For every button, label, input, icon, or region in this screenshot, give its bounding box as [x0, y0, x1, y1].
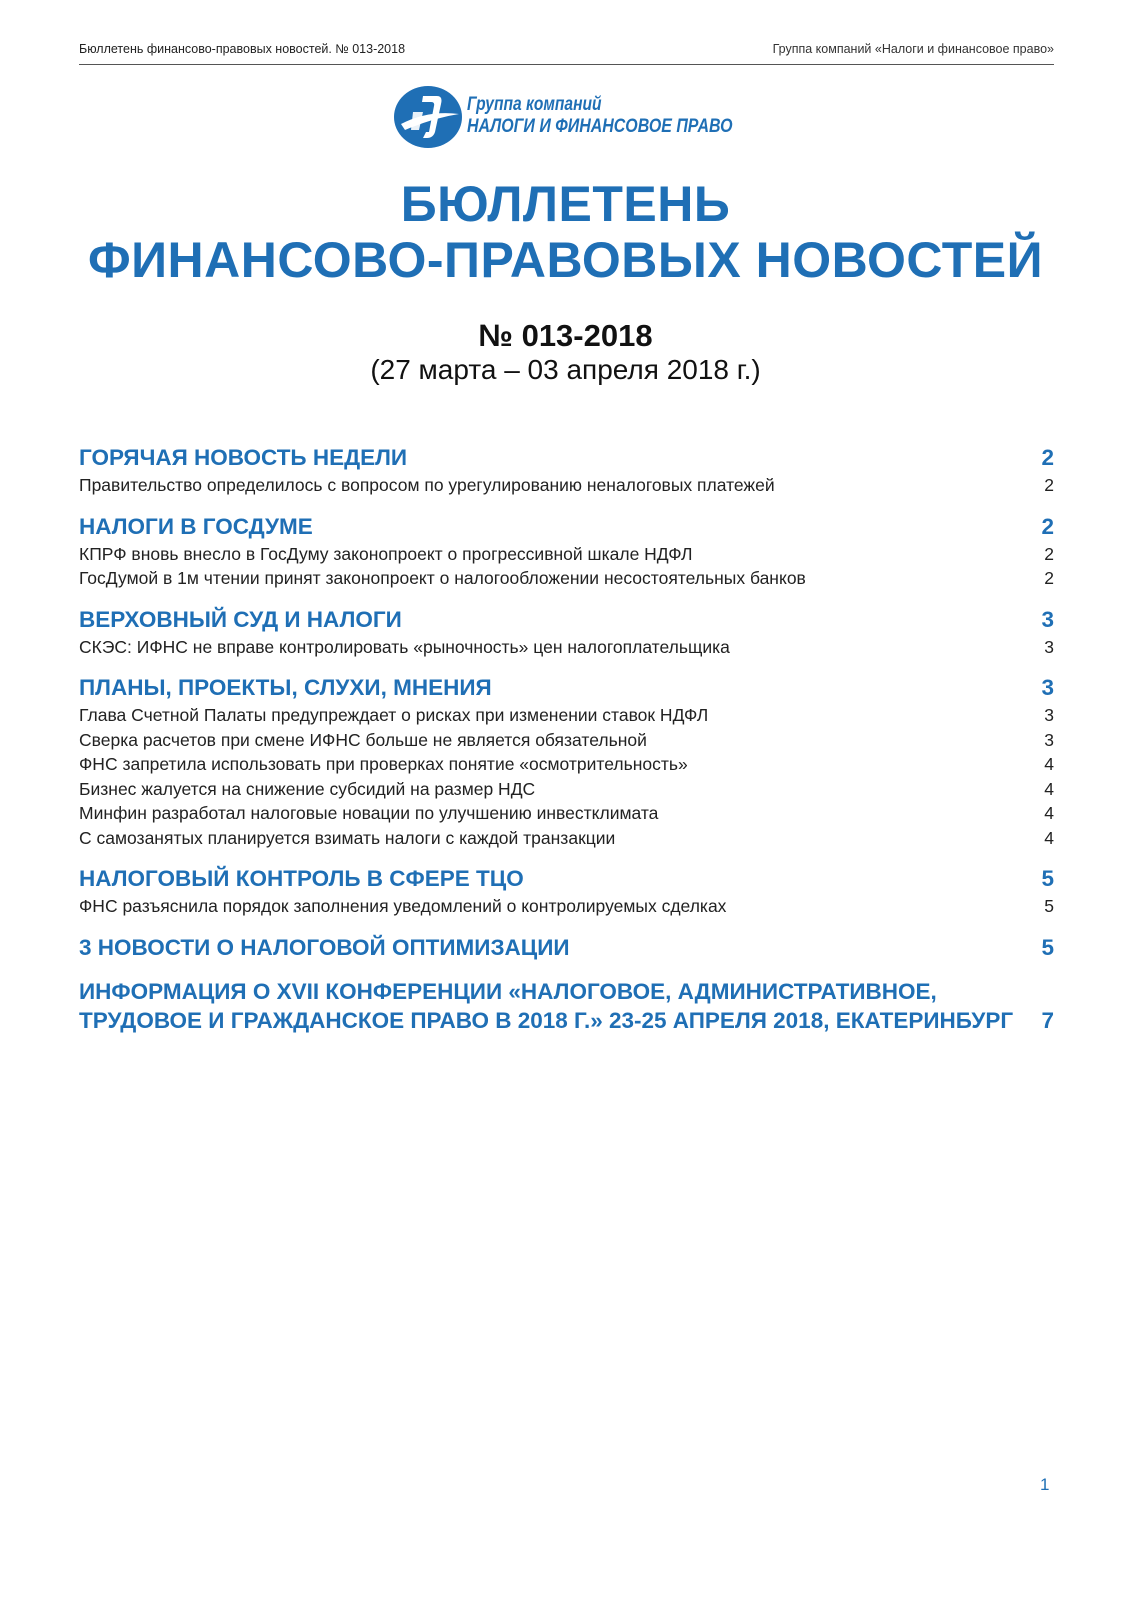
toc-entry[interactable]: [79, 473, 1056, 498]
toc-entry-text: С самозанятых планируется взимать налоги с каждой транзакции: [79, 827, 616, 848]
toc-heading-text: ИНФОРМАЦИЯ О XVII КОНФЕРЕНЦИИ «НАЛОГОВОЕ, АДМИНИСТРАТИВНОЕ, ТРУДОВОЕ И ГРАЖДАНСКОЕ ПРАВО В 2018 Г.» 23-25 АПРЕЛЯ 2018, ЕКАТЕРИНБУРГ: [79, 978, 1014, 1033]
toc-entry-page: 3: [1044, 636, 1054, 657]
toc-entry[interactable]: [79, 894, 1056, 919]
company-logo: [393, 84, 753, 150]
header-bulletin-title: Бюллетень финансово-правовых новостей. № 013-2018: [79, 42, 406, 56]
toc-heading-text: ПЛАНЫ, ПРОЕКТЫ, СЛУХИ, МНЕНИЯ: [79, 675, 492, 700]
running-header: [79, 38, 1054, 65]
toc-entry-text: ФНС разъяснила порядок заполнения уведомлений о контролируемых сделках: [79, 896, 727, 916]
toc-entry-page: 4: [1044, 778, 1054, 799]
toc-entry-page: 2: [1044, 543, 1054, 564]
toc-entry[interactable]: [79, 566, 1056, 591]
toc-entry-page: 5: [1044, 896, 1054, 916]
title-line-1: БЮЛЛЕТЕНЬ: [400, 176, 731, 232]
toc-entry-page: 2: [1044, 475, 1054, 495]
toc-entry-page: 3: [1044, 729, 1054, 750]
toc-entry-text: ФНС запретила использовать при проверках понятие «осмотрительность»: [79, 754, 688, 774]
toc-heading[interactable]: [79, 443, 1056, 473]
toc-entry-text: Минфин разработал налоговые новации по улучшению инвестклимата: [79, 803, 659, 823]
toc-heading[interactable]: [79, 512, 1056, 542]
issue-number: № 013-2018: [478, 318, 653, 353]
toc-heading[interactable]: [79, 977, 1056, 1035]
toc-entry[interactable]: [79, 801, 1056, 826]
toc-entry-page: 3: [1044, 705, 1054, 725]
toc-heading[interactable]: [79, 673, 1056, 703]
toc-entry-page: 4: [1044, 827, 1054, 848]
toc-section: [79, 673, 1056, 850]
toc-heading-text: НАЛОГОВЫЙ КОНТРОЛЬ В СФЕРЕ ТЦО: [79, 866, 524, 891]
toc-entry-text: Бизнес жалуется на снижение субсидий на размер НДС: [79, 778, 536, 799]
toc-entry[interactable]: [79, 826, 1056, 851]
toc-entry-text: ГосДумой в 1м чтении принят законопроект о налогообложении несостоятельных банков: [79, 568, 806, 588]
toc-heading-page: 3: [1041, 675, 1054, 700]
toc-entry-text: СКЭС: ИФНС не вправе контролировать «рыночность» цен налогоплательщика: [79, 636, 730, 657]
bulletin-title: [0, 176, 1131, 288]
toc-heading-page: 5: [1041, 866, 1054, 891]
toc-entry-text: КПРФ вновь внесло в ГосДуму законопроект о прогрессивной шкале НДФЛ: [79, 543, 693, 564]
toc-heading-page: 2: [1041, 445, 1054, 470]
toc-entry[interactable]: [79, 542, 1056, 567]
toc-section: [79, 933, 1056, 963]
toc-heading-text: ГОРЯЧАЯ НОВОСТЬ НЕДЕЛИ: [79, 445, 408, 470]
toc-entry[interactable]: [79, 703, 1056, 728]
toc-section: [79, 977, 1056, 1035]
page-number: 1: [1040, 1475, 1050, 1494]
logo-line-2: НАЛОГИ И ФИНАНСОВОЕ ПРАВО: [467, 116, 733, 137]
header-company-name: Группа компаний «Налоги и финансовое право»: [772, 42, 1054, 56]
toc-entry[interactable]: [79, 728, 1056, 753]
issue-dates: (27 марта – 03 апреля 2018 г.): [370, 354, 761, 385]
toc-heading-page: 3: [1041, 606, 1054, 632]
toc-entry-page: 4: [1044, 803, 1054, 823]
toc-entry-page: 4: [1044, 754, 1054, 774]
toc-heading-page: 2: [1041, 513, 1054, 539]
toc-section: [79, 864, 1056, 919]
toc-section: [79, 605, 1056, 660]
toc-heading[interactable]: [79, 605, 1056, 635]
toc-section: [79, 512, 1056, 591]
toc-heading-text: ВЕРХОВНЫЙ СУД И НАЛОГИ: [79, 606, 402, 632]
title-line-2: ФИНАНСОВО-ПРАВОВЫХ НОВОСТЕЙ: [87, 232, 1044, 288]
toc-entry-page: 2: [1044, 568, 1054, 588]
toc-heading-page: 7: [1041, 1007, 1054, 1033]
logo-emblem-icon: [393, 84, 463, 150]
toc-heading[interactable]: [79, 864, 1056, 894]
toc-entry[interactable]: [79, 777, 1056, 802]
toc-entry-text: Сверка расчетов при смене ИФНС больше не является обязательной: [79, 729, 647, 750]
toc-entry-text: Глава Счетной Палаты предупреждает о рисках при изменении ставок НДФЛ: [79, 705, 709, 725]
table-of-contents: [79, 443, 1056, 1049]
toc-section: [79, 443, 1056, 498]
logo-line-1: Группа компаний: [467, 94, 602, 115]
toc-heading-page: 5: [1041, 934, 1054, 960]
toc-heading[interactable]: [79, 933, 1056, 963]
toc-heading-text: НАЛОГИ В ГОСДУМЕ: [79, 513, 313, 539]
toc-entry[interactable]: [79, 752, 1056, 777]
toc-entry-text: Правительство определилось с вопросом по урегулированию неналоговых платежей: [79, 475, 775, 495]
toc-heading-text: 3 НОВОСТИ О НАЛОГОВОЙ ОПТИМИЗАЦИИ: [79, 934, 570, 960]
toc-entry[interactable]: [79, 635, 1056, 660]
